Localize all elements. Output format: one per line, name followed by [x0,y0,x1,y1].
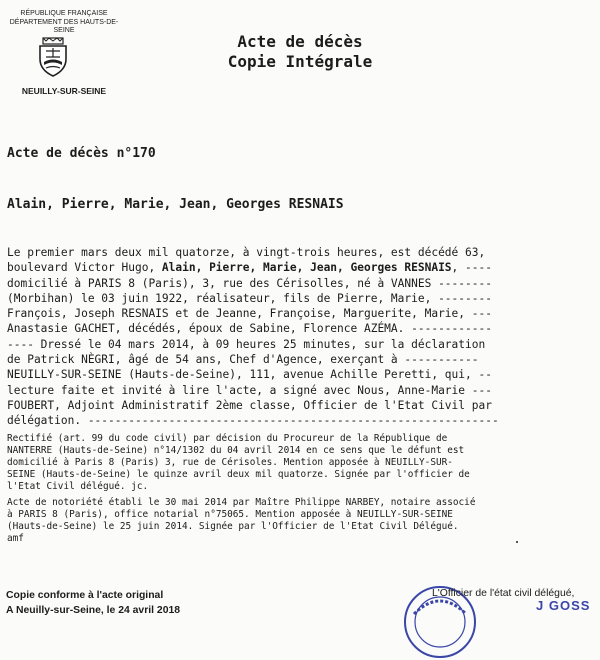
body-line: ---- Dressé le 04 mars 2014, à 09 heures 25 minutes, sur la déclaration [7,337,486,351]
officer-signature: J GOSS [536,598,591,613]
body-line: délégation. ------------------------------------------------------------- [7,414,499,428]
note-line: domicilié à Paris 8 (Paris) 3, rue de Cérisoles. Mention apposée à NEUILLY-SUR- [7,457,453,469]
officer-caption: L'Officier de l'état civil délégué, [432,588,575,599]
coat-of-arms-icon [37,37,69,77]
acte-number: Acte de décès n°170 [7,146,156,161]
body-line: FOUBERT, Adjoint Administratif 2ème classe, Officier de l'Etat Civil par [7,398,492,412]
deceased-full-name: Alain, Pierre, Marie, Jean, Georges RESNAIS [7,197,344,212]
note-line: (Hauts-de-Seine) le 25 juin 2014. Signée par l'Officier de l'Etat Civil Délégué. [7,521,459,533]
note-line: à PARIS 8 (Paris), office notarial n°75065. Mention apposée à NEUILLY-SUR-SEINE [7,509,453,521]
note-line: Rectifié (art. 99 du code civil) par décision du Procureur de la République de [7,433,448,444]
copie-line-2: A Neuilly-sur-Seine, le 24 avril 2018 [6,605,181,616]
city-name: NEUILLY-SUR-SEINE [21,86,107,96]
header-republic [6,10,122,36]
republic-label: RÉPUBLIQUE FRANÇAISE [20,10,108,17]
body-text: boulevard Victor Hugo, [7,261,162,275]
document-title [150,32,450,72]
body-line: NEUILLY-SUR-SEINE (Hauts-de-Seine), 111, avenue Achille Peretti, qui, -- [7,368,492,382]
ink-speck [516,541,518,543]
copie-line-1: Copie conforme à l'acte original [6,590,164,601]
title-line-1: Acte de décès [237,32,363,51]
certified-copy-statement [6,588,180,618]
acte-body-text [7,245,587,429]
body-line [7,260,587,275]
body-line: Le premier mars deux mil quatorze, à vingt-trois heures, est décédé 63, [7,246,486,259]
note-line: Acte de notoriété établi le 30 mai 2014 par Maître Philippe NARBEY, notaire associé [7,497,476,508]
body-line: François, Joseph RESNAIS et de Jeanne, Françoise, Marguerite, Marie, --- [7,307,492,321]
note-line: l'Etat Civil délégué. jc. [7,481,149,493]
rectification-note [7,433,591,493]
note-line: NANTERRE (Hauts-de-Seine) n°14/1302 du 04 avril 2014 en ce sens que le défunt est [7,445,465,457]
body-line: Anastasie GACHET, décédés, époux de Sabine, Florence AZÉMA. ------------ [7,322,492,336]
title-line-2: Copie Intégrale [227,52,373,71]
body-text: , ---- [451,261,492,275]
body-line: lecture faite et invité à lire l'acte, a signé avec Nous, Anne-Marie --- [7,383,492,397]
body-name-bold: Alain, Pierre, Marie, Jean, Georges RESNAIS [161,261,452,275]
note-line: amf [7,533,24,545]
body-line: de Patrick NÈGRI, âgé de 54 ans, Chef d'Agence, exerçant à ----------- [7,353,479,367]
note-line: SEINE (Hauts-de-Seine) le quinze avril deux mil quatorze. Signée par l'officier de [7,469,470,481]
department-label: DÉPARTEMENT DES HAUTS-DE-SEINE [9,18,119,34]
body-line: domicilié à PARIS 8 (Paris), 3, rue des Cérisolles, né à VANNES -------- [7,276,492,290]
notoriety-note [7,497,591,545]
body-line: (Morbihan) le 03 juin 1922, réalisateur, fils de Pierre, Marie, -------- [7,291,492,305]
